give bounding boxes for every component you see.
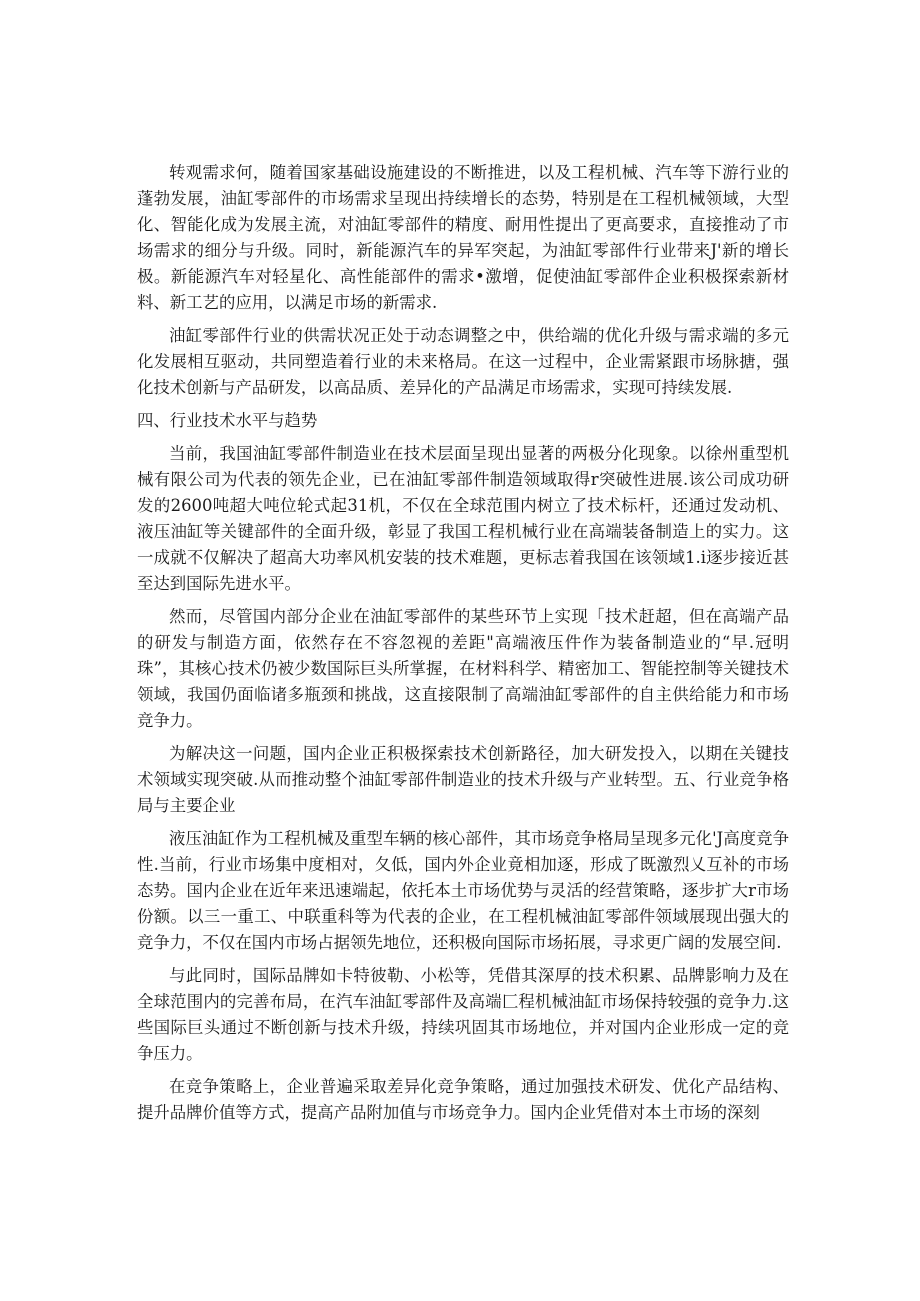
paragraph-tech-gap: 然而，尽管国内部分企业在油缸零部件的某些环节上实现「技术赶超，但在高端产品的研发与制造方面，依然存在不容忽视的差距"高端液压件作为装备制造业的“早.冠明珠”，其核心技术仍被少数国际巨头所掌握，在材料科学、精密加工、智能控制等关键技术领域，我国仍面临诸多瓶颈和挑战，这直接限制了高端油缸零部件的自主供给能力和市场竞争力。 [137,607,789,730]
paragraph-tech-innovation: 为解决这一问题，国内企业正积极探索技术创新路径，加大研发投入，以期在关键技术领域实现突破.从而推动整个油缸零部件制造业的技术升级与产业转型。五、行业竞争格局与主要企业 [137,744,789,815]
paragraph-international-brands: 与此同时，国际品牌如卡特彼勒、小松等，凭借其深厚的技术积累、品牌影响力及在全球范围内的完善布局，在汽车油缸零部件及高端匚程机械油缸市场保持较强的竞争力.这些国际巨头通过不断创新与技术升级，持续巩固其市场地位，并对国内企业形成一定的竞争压力。 [137,966,789,1063]
paragraph-demand: 转观需求何，随着国家基础设施建设的不断推进，以及工程机械、汽车等下游行业的蓬勃发展，油缸零部件的市场需求呈现出持续增长的态势，特别是在工程机械领域，大型化、智能化成为发展主流，对油缸零部件的精度、耐用性提出了更高要求，直接推动了市场需求的细分与升级。同时，新能源汽车的异军突起，为油缸零部件行业带来J'新的增长极。新能源汽车对轻星化、高性能部件的需求•激增，促使油缸零部件企业积极探索新材料、新工艺的应用，以满足市场的新需求. [137,163,789,312]
paragraph-tech-status: 当前，我国油缸零部件制造业在技术层面呈现出显著的两极分化现象。以徐州重型机械有限公司为代表的领先企业，已在油缸零部件制造领域取得r突破性进展.该公司成功研发的2600吨超大吨位轮式起31机，不仅在全球范围内树立了技术标杆，还通过发动机、液压油缸等关键部件的全面升级，彰显了我国工程机械行业在高端装备制造上的实力。这一成就不仅解决了超高大功率风机安装的技术难题，更标志着我国在该领域1.i逐步接近甚至达到国际先进水平。 [137,444,789,593]
section-heading-technology: 四、行业技术水平与趋势 [137,411,318,430]
paragraph-competitive-strategy: 在竞争策略上，企业普遍采取差异化竞争策略，通过加强技术研发、优化产品结构、提升品牌价值等方式，提高产品附加值与市场竞争力。国内企业凭借对本土市场的深刻 [137,1077,789,1122]
document-body [137,160,789,1133]
paragraph-supply-demand: 油缸零部件行业的供需状况正处于动态调整之中，供给端的优化升级与需求端的多元化发展相互驱动，共同塑造着行业的未来格局。在这一过程中，企业需紧跟市场脉搪，强化技术创新与产品研发，以高品质、差异化的产品满足市场需求，实现可持续发展. [137,326,789,397]
paragraph-competition: 液压油缸作为工程机械及重型车辆的核心部件，其市场竞争格局呈现多元化'J高度竞争性.当前，行业市场集中度相对，夂低，国内外企业竟相加逐，形成了既激烈乂互补的市场态势。国内企业在近年来迅速端起，依托本土市场优势与灵活的经营策略，逐步扩大r市场份额。以三一重工、中联重科等为代表的企业，在工程机械油缸零部件领域展现出强大的竞争力，不仅在国内市场占据领先地位，还积极向国际市场拓展，寻求更广阔的发展空间. [137,829,789,952]
